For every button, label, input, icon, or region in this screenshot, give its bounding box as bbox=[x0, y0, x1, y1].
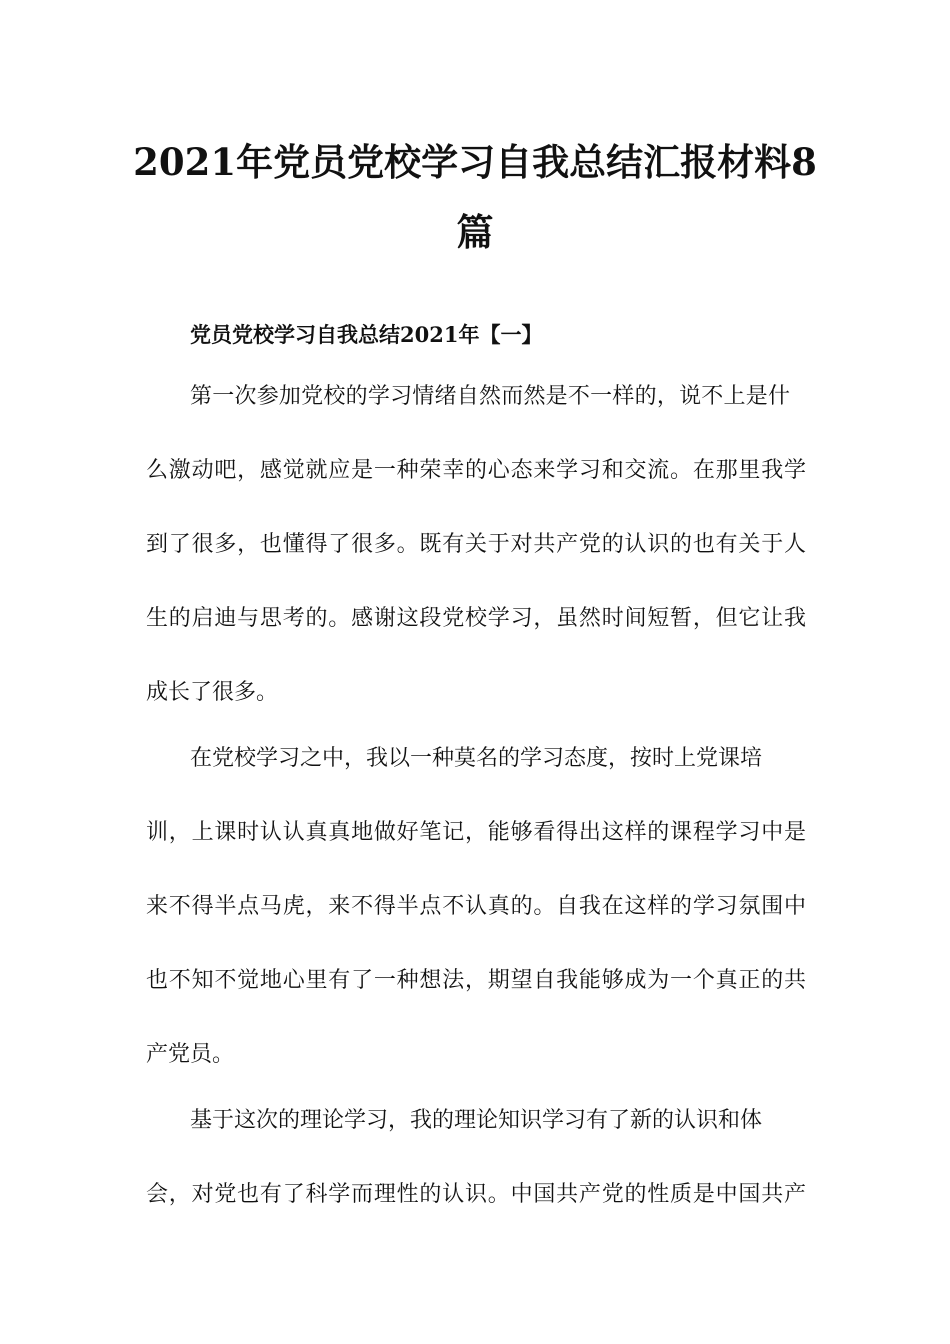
paragraph-line: 么激动吧，感觉就应是一种荣幸的心态来学习和交流。在那里我学 bbox=[146, 458, 806, 483]
paragraph-line: 生的启迪与思考的。感谢这段党校学习，虽然时间短暂，但它让我 bbox=[146, 606, 806, 631]
paragraph-line: 也不知不觉地心里有了一种想法，期望自我能够成为一个真正的共 bbox=[146, 968, 806, 993]
paragraph-line: 来不得半点马虎，来不得半点不认真的。自我在这样的学习氛围中 bbox=[146, 894, 806, 919]
paragraph-line: 第一次参加党校的学习情绪自然而然是不一样的，说不上是什 bbox=[190, 384, 790, 409]
paragraph-line: 成长了很多。 bbox=[146, 680, 279, 705]
paragraph-line: 在党校学习之中，我以一种莫名的学习态度，按时上党课培 bbox=[190, 746, 763, 771]
document-title-line-1: 2021年党员党校学习自我总结汇报材料8 bbox=[133, 140, 817, 184]
paragraph-line: 产党员。 bbox=[146, 1042, 235, 1067]
paragraph-line: 到了很多，也懂得了很多。既有关于对共产党的认识的也有关于人 bbox=[146, 532, 806, 557]
section-heading: 党员党校学习自我总结2021年【一】 bbox=[190, 322, 543, 347]
paragraph-line: 基于这次的理论学习，我的理论知识学习有了新的认识和体 bbox=[190, 1108, 763, 1133]
paragraph-line: 会，对党也有了科学而理性的认识。中国共产党的性质是中国共产 bbox=[146, 1182, 806, 1207]
paragraph-line: 训，上课时认认真真地做好笔记，能够看得出这样的课程学习中是 bbox=[146, 820, 806, 845]
document-title-line-2: 篇 bbox=[456, 210, 494, 254]
